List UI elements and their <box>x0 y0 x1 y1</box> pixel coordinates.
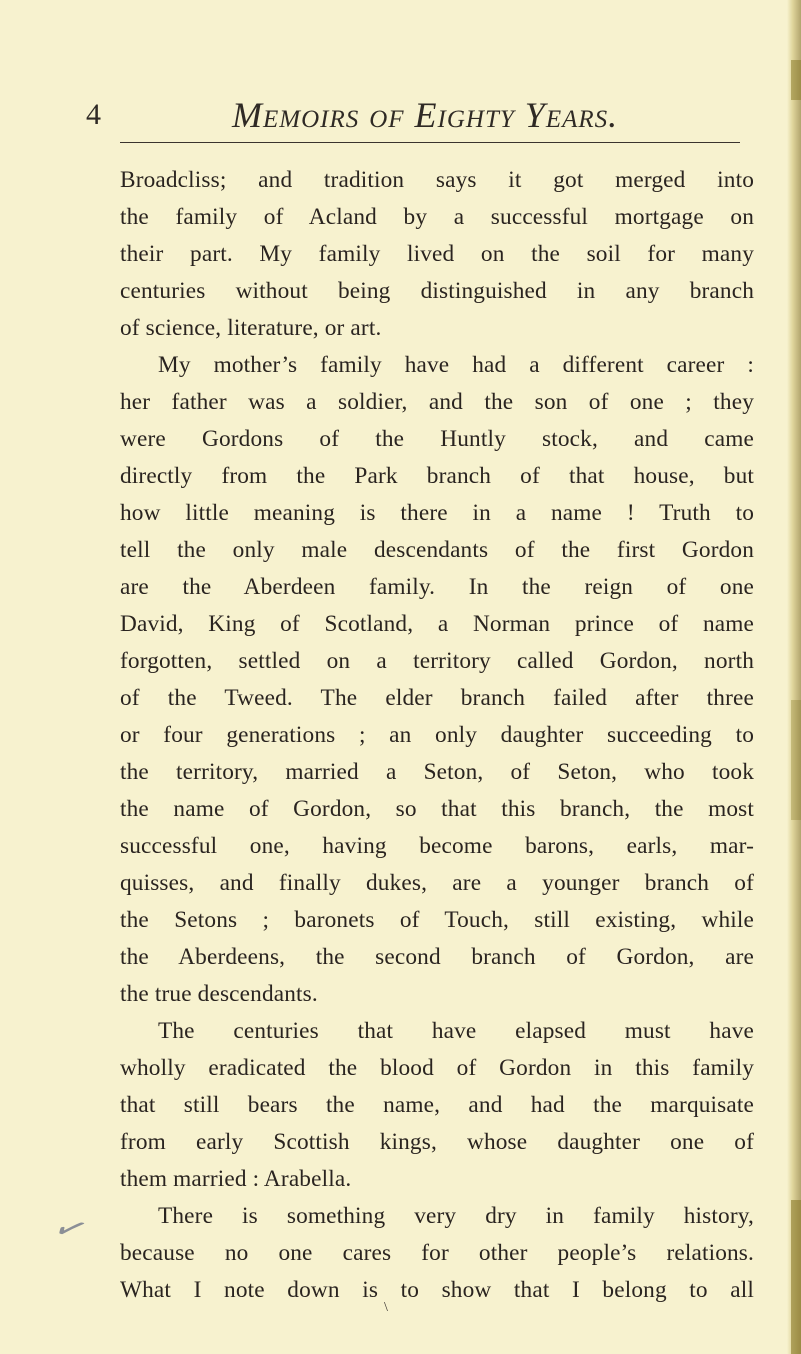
text-line: them married : Arabella. <box>120 1166 352 1192</box>
text-line: David, King of Scotland, a Norman prince of name <box>120 611 754 637</box>
page-edge-stain <box>791 60 801 100</box>
text-line: centuries without being distinguished in any branch <box>120 278 754 304</box>
page-edge-shadow <box>787 0 801 1354</box>
text-line: Broadcliss; and tradition says it got merged into <box>120 167 754 193</box>
footer-mark: \ <box>384 1300 388 1315</box>
pencil-check-mark: ✓ <box>48 1206 88 1252</box>
text-line: their part. My family lived on the soil for many <box>120 241 754 267</box>
text-line: wholly eradicated the blood of Gordon in this family <box>120 1055 754 1081</box>
text-line: because no one cares for other people’s relations. <box>120 1240 754 1266</box>
text-line: of science, literature, or art. <box>120 315 382 341</box>
text-line: that still bears the name, and had the marquisate <box>120 1092 754 1118</box>
text-line: the name of Gordon, so that this branch, the most <box>120 796 754 822</box>
text-line: are the Aberdeen family. In the reign of one <box>120 574 754 600</box>
text-line: My mother’s family have had a different career : <box>158 352 754 378</box>
page-number: 4 <box>86 98 101 131</box>
text-line: The centuries that have elapsed must have <box>158 1018 754 1044</box>
text-line: There is something very dry in family history, <box>158 1203 754 1229</box>
text-line: or four generations ; an only daughter succeeding to <box>120 722 754 748</box>
page-edge-stain <box>791 700 801 820</box>
text-line: forgotten, settled on a territory called Gordon, north <box>120 648 754 674</box>
header-rule <box>120 142 740 143</box>
text-line: were Gordons of the Huntly stock, and came <box>120 426 754 452</box>
text-line: quisses, and finally dukes, are a younger branch of <box>120 870 754 896</box>
running-title: Memoirs of Eighty Years. <box>232 95 619 135</box>
text-line: successful one, having become barons, earls, mar- <box>120 833 754 859</box>
body-text <box>120 162 754 1309</box>
text-line: tell the only male descendants of the first Gordon <box>120 537 754 563</box>
text-line: the Aberdeens, the second branch of Gordon, are <box>120 944 754 970</box>
text-line: of the Tweed. The elder branch failed after three <box>120 685 754 711</box>
text-line: What I note down is to show that I belong to all <box>120 1277 754 1303</box>
page-header <box>0 90 801 140</box>
text-line: how little meaning is there in a name ! Truth to <box>120 500 754 526</box>
text-line: the Setons ; baronets of Touch, still existing, while <box>120 907 754 933</box>
text-line: the true descendants. <box>120 981 318 1007</box>
text-line: the family of Acland by a successful mortgage on <box>120 204 754 230</box>
text-line: directly from the Park branch of that house, but <box>120 463 754 489</box>
text-line: from early Scottish kings, whose daughter one of <box>120 1129 754 1155</box>
text-line: her father was a soldier, and the son of one ; they <box>120 389 754 415</box>
text-line: the territory, married a Seton, of Seton, who took <box>120 759 754 785</box>
page-edge-stain <box>791 1200 801 1354</box>
